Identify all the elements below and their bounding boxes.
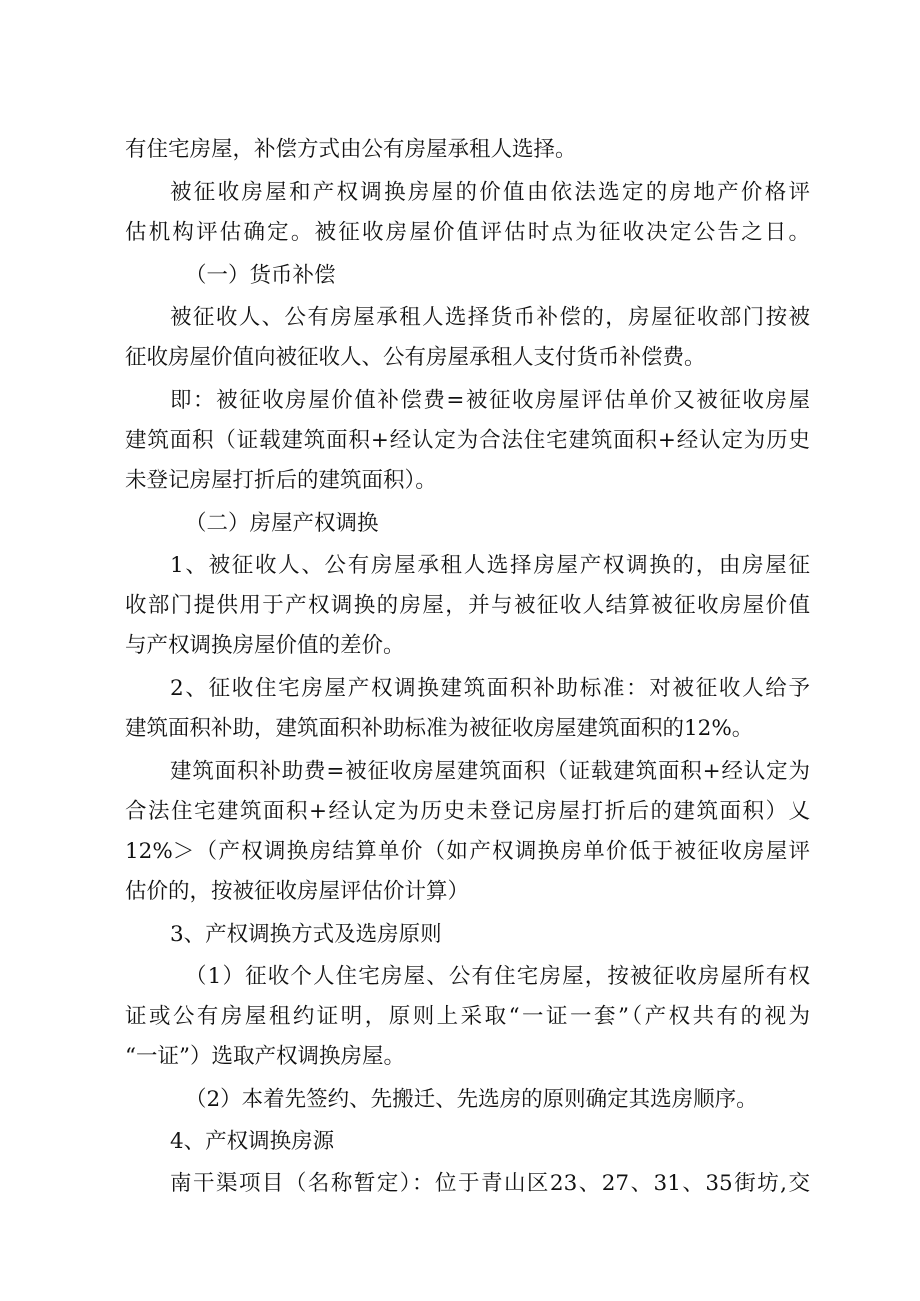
paragraph-line: 估机构评估确定。被征收房屋价值评估时点为征收决定公告之日。: [125, 220, 810, 245]
paragraph-line: 合法住宅建筑面积+经认定为历史未登记房屋打折后的建筑面积）乂: [125, 799, 810, 824]
paragraph-line: 建筑面积（证载建筑面积+经认定为合法住宅建筑面积+经认定为历史: [125, 428, 810, 453]
paragraph-line: 与产权调换房屋价值的差价。: [125, 633, 405, 658]
paragraph-line: 即：被征收房屋价值补偿费=被征收房屋评估单价又被征收房屋: [170, 388, 810, 413]
paragraph-line: （1）征收个人住宅房屋、公有住宅房屋，按被征收房屋所有权: [185, 964, 810, 989]
paragraph-line: 被征收房屋和产权调换房屋的价值由依法选定的房地产价格评: [170, 180, 810, 205]
paragraph-line: 未登记房屋打折后的建筑面积）。: [125, 468, 437, 493]
paragraph-line: 2、征收住宅房屋产权调换建筑面积补助标准：对被征收人给予: [170, 676, 810, 701]
section-heading: （二）房屋产权调换: [185, 511, 379, 536]
section-heading: （一）货币补偿: [185, 263, 336, 288]
paragraph-line: 有住宅房屋，补偿方式由公有房屋承租人选择。: [125, 137, 577, 162]
paragraph-line: 收部门提供用于产权调换的房屋，并与被征收人结算被征收房屋价值: [125, 593, 810, 618]
paragraph-line: 建筑面积补助，建筑面积补助标准为被征收房屋建筑面积的12%。: [125, 716, 754, 741]
paragraph-line: 被征收人、公有房屋承租人选择货币补偿的，房屋征收部门按被: [170, 305, 810, 330]
section-heading: 3、产权调换方式及选房原则: [170, 922, 442, 947]
paragraph-line: 证或公有房屋租约证明，原则上采取“一证一套”（产权共有的视为: [125, 1004, 810, 1029]
paragraph-line: 1、被征收人、公有房屋承租人选择房屋产权调换的，由房屋征: [170, 553, 810, 578]
paragraph-line: （2）本着先签约、先搬迁、先选房的原则确定其选房顺序。: [185, 1087, 758, 1112]
paragraph-line: 估价的，按被征收房屋评估价计算）: [125, 879, 470, 904]
paragraph-line: 南干渠项目（名称暂定）：位于青山区23、27、31、35街坊,交: [170, 1171, 810, 1196]
paragraph-line: 12%＞（产权调换房结算单价（如产权调换房单价低于被征收房屋评: [125, 839, 810, 864]
paragraph-line: “一证”）选取产权调换房屋。: [125, 1044, 405, 1069]
section-heading: 4、产权调换房源: [170, 1129, 335, 1154]
paragraph-line: 建筑面积补助费=被征收房屋建筑面积（证载建筑面积+经认定为: [170, 759, 810, 784]
paragraph-line: 征收房屋价值向被征收人、公有房屋承租人支付货币补偿费。: [125, 345, 706, 370]
